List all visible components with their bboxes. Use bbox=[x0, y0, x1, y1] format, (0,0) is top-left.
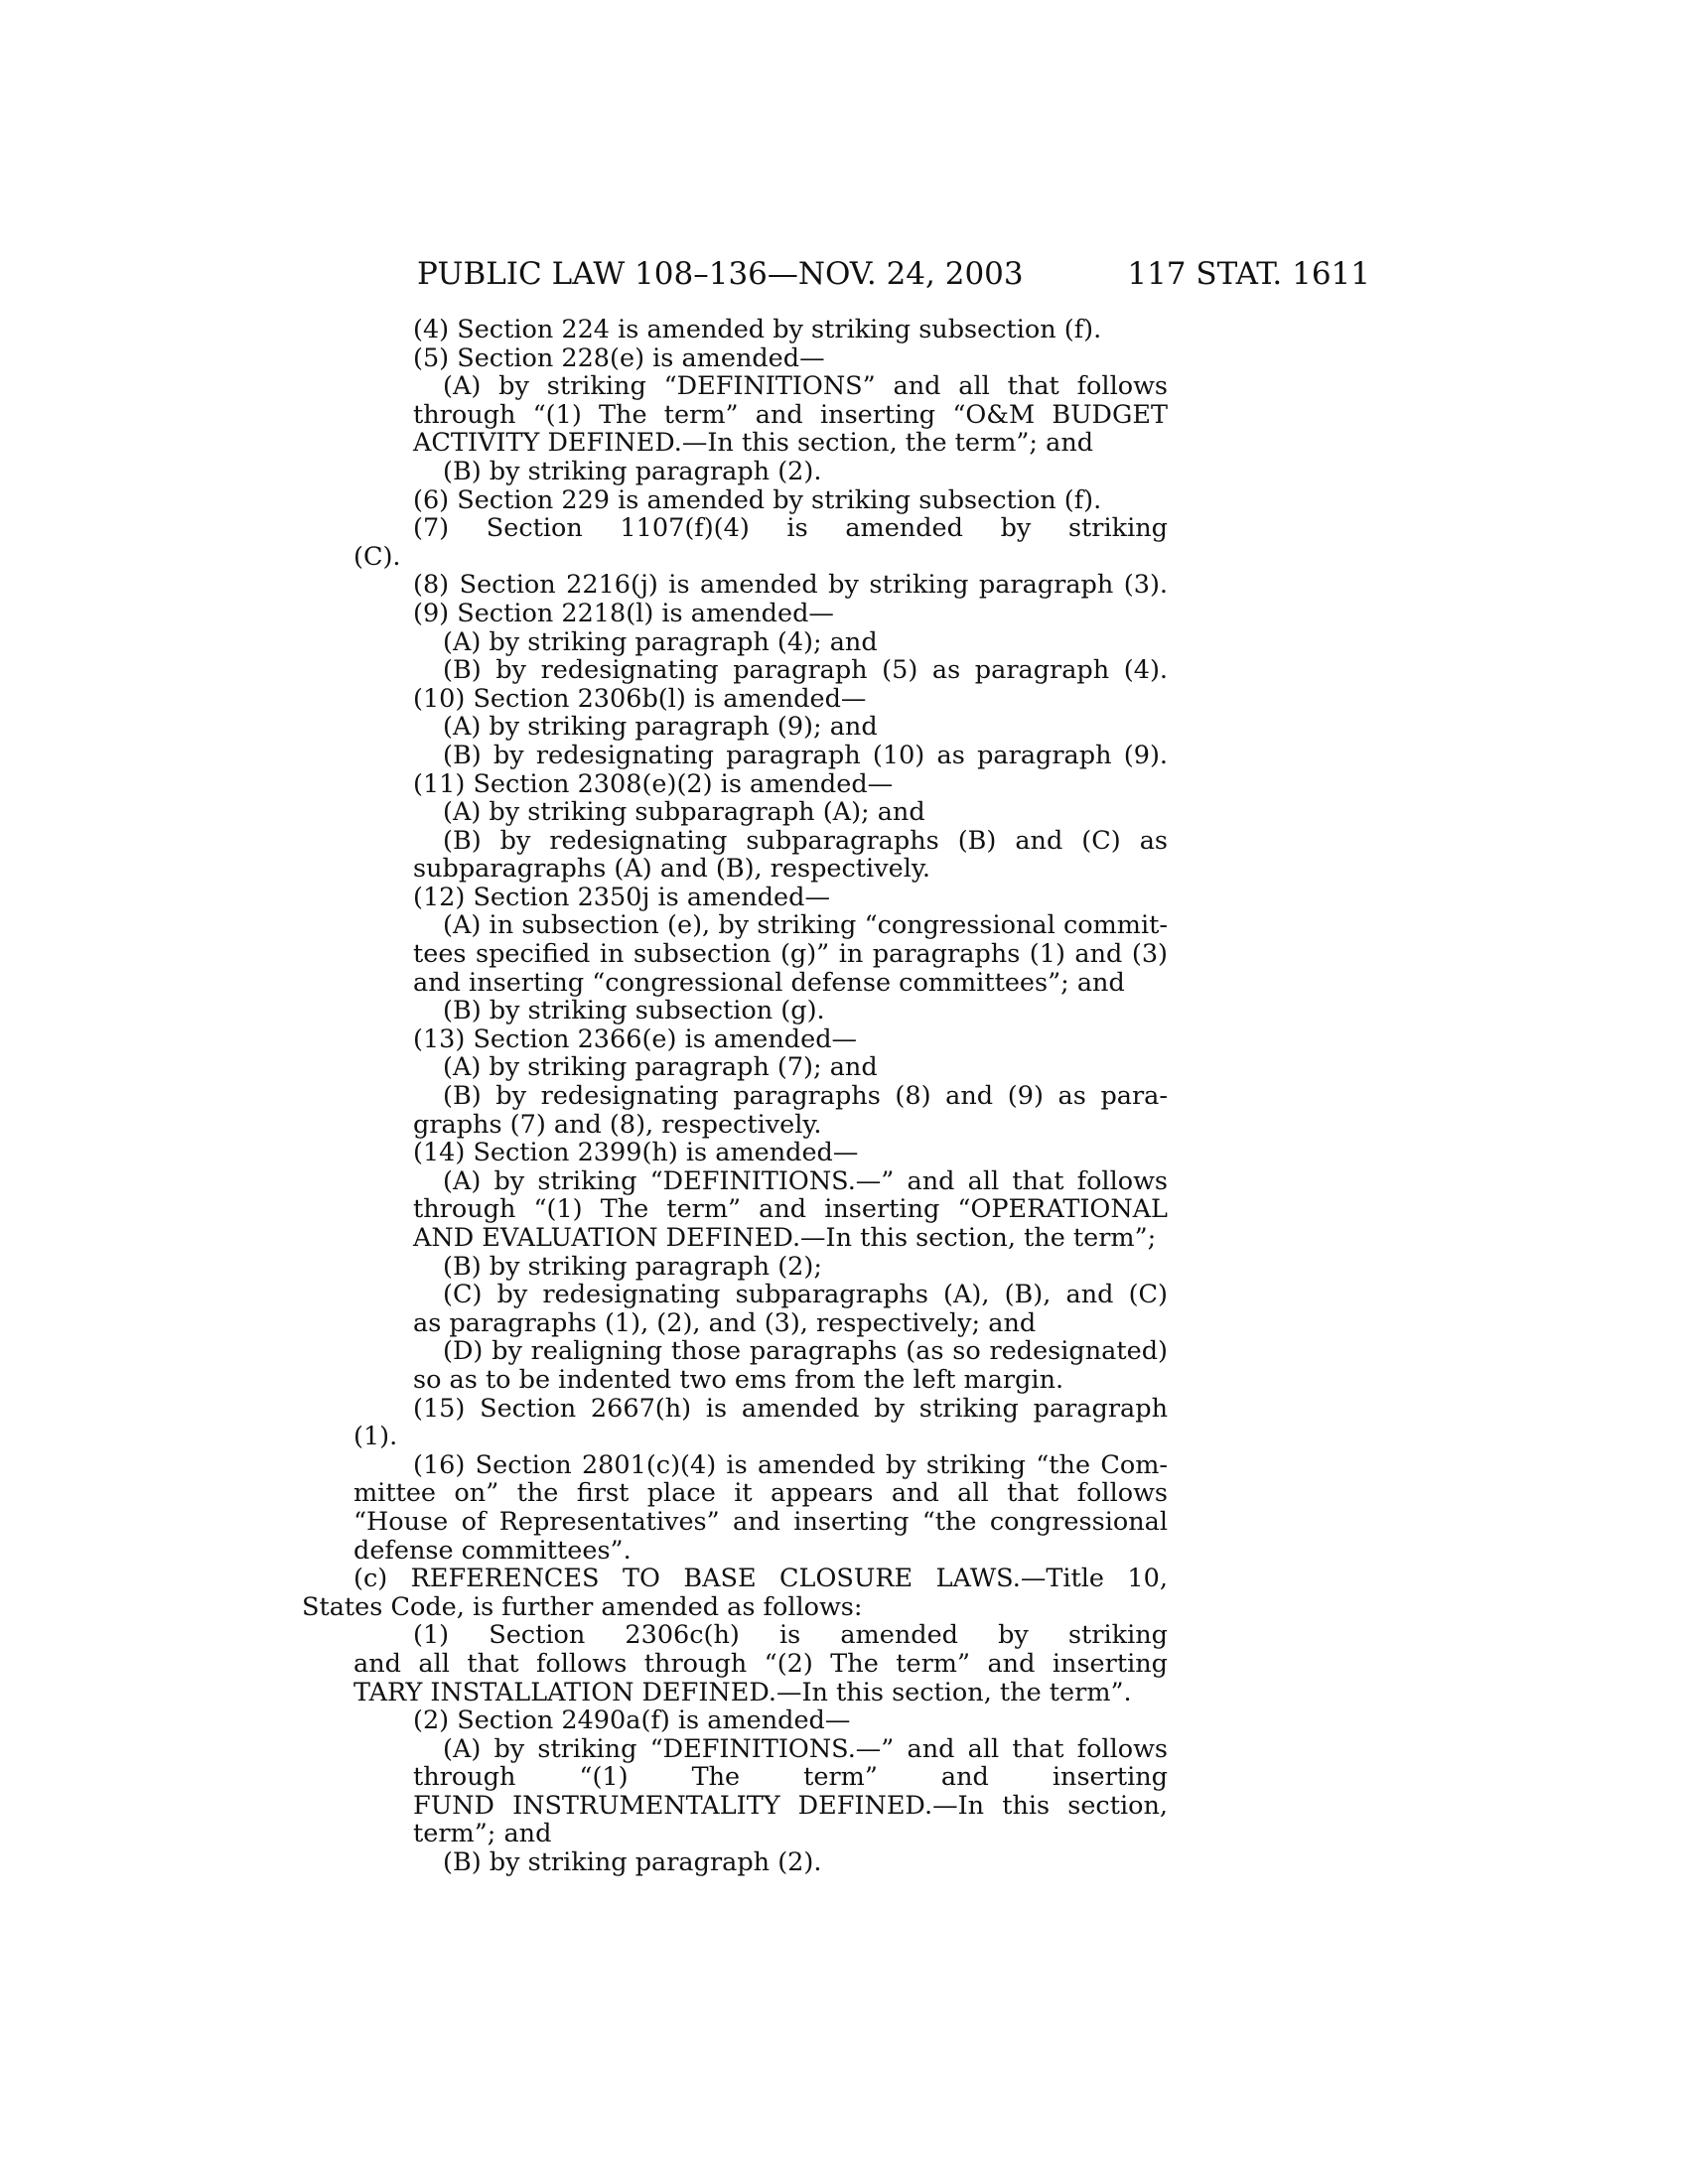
text-line: (5) Section 228(e) is amended— bbox=[413, 342, 825, 373]
text-line: (A) by striking paragraph (7); and bbox=[443, 1052, 878, 1083]
text-line: (B) by redesignating paragraph (10) as paragraph (9). bbox=[443, 741, 1168, 770]
text-line: “House of Representatives” and inserting “the congressional bbox=[353, 1507, 1168, 1537]
text-line: (7) Section 1107(f)(4) is amended by striking bbox=[413, 514, 1168, 543]
text-line: (A) by striking “DEFINITIONS.—” and all that follows bbox=[443, 1166, 1168, 1196]
running-head-title: PUBLIC LAW 108–136—NOV. 24, 2003 bbox=[417, 256, 1024, 292]
text-line: (A) by striking “DEFINITIONS.—” and all that follows bbox=[443, 1734, 1168, 1764]
text-line: (11) Section 2308(e)(2) is amended— bbox=[413, 768, 894, 799]
text-line: (B) by redesignating subparagraphs (B) and (C) as bbox=[443, 826, 1168, 856]
text-line: (1). bbox=[353, 1422, 398, 1452]
text-line: (6) Section 229 is amended by striking subsection (f). bbox=[413, 484, 1102, 515]
text-line: (c) REFERENCES TO BASE CLOSURE LAWS.—Title 10, bbox=[353, 1565, 1168, 1593]
text-line: (B) by striking paragraph (2); bbox=[443, 1251, 822, 1282]
text-line: (B) by redesignating paragraph (5) as paragraph (4). bbox=[443, 656, 1168, 685]
text-line: (16) Section 2801(c)(4) is amended by striking “the Com- bbox=[413, 1450, 1168, 1480]
text-line: (B) by striking paragraph (2). bbox=[443, 456, 822, 486]
text-line: (1) Section 2306c(h) is amended by striking bbox=[413, 1621, 1168, 1650]
text-line: (A) by striking paragraph (9); and bbox=[443, 712, 878, 743]
text-line: (D) by realigning those paragraphs (as so redesignated) bbox=[443, 1337, 1168, 1366]
text-line: (C) by redesignating subparagraphs (A), (B), and (C) bbox=[443, 1281, 1168, 1309]
text-line: (B) by striking paragraph (2). bbox=[443, 1847, 822, 1878]
text-line: term”; and bbox=[413, 1819, 552, 1849]
text-line: (B) by redesignating paragraphs (8) and (9) as para- bbox=[443, 1082, 1168, 1111]
text-line: (B) by striking subsection (g). bbox=[443, 996, 825, 1026]
text-line: as paragraphs (1), (2), and (3), respectively; and bbox=[413, 1307, 1037, 1338]
text-line: (15) Section 2667(h) is amended by striking paragraph bbox=[413, 1394, 1168, 1424]
text-line: (10) Section 2306b(l) is amended— bbox=[413, 683, 867, 714]
text-line: (8) Section 2216(j) is amended by striking paragraph (3). bbox=[413, 571, 1168, 600]
text-line: (12) Section 2350j is amended— bbox=[413, 882, 830, 912]
text-line: through “(1) The term” and inserting “OPERATIONAL bbox=[413, 1195, 1168, 1224]
text-line: (2) Section 2490a(f) is amended— bbox=[413, 1706, 851, 1736]
text-line: graphs (7) and (8), respectively. bbox=[413, 1109, 822, 1140]
text-line: (A) in subsection (e), by striking “congressional commit- bbox=[443, 911, 1168, 941]
page-header bbox=[417, 250, 1370, 298]
text-line: (A) by striking paragraph (4); and bbox=[443, 626, 878, 657]
text-line: (9) Section 2218(l) is amended— bbox=[413, 598, 834, 628]
text-line: and inserting “congressional defense committees”; and bbox=[413, 967, 1125, 998]
text-line: (14) Section 2399(h) is amended— bbox=[413, 1138, 859, 1168]
text-line: ACTIVITY DEFINED.—In this section, the term”; and bbox=[413, 428, 1094, 459]
text-line: (13) Section 2366(e) is amended— bbox=[413, 1024, 858, 1054]
text-line: FUND INSTRUMENTALITY DEFINED.—In this section, bbox=[413, 1791, 1168, 1821]
document-body bbox=[0, 316, 1688, 1877]
text-line: so as to be indented two ems from the left margin. bbox=[413, 1364, 1064, 1395]
text-line: (C). bbox=[353, 541, 401, 572]
text-line: mittee on” the first place it appears and all that follows bbox=[353, 1479, 1168, 1508]
text-line: AND EVALUATION DEFINED.—In this section, the term”; bbox=[413, 1223, 1157, 1253]
text-line: TARY INSTALLATION DEFINED.—In this section, the term”. bbox=[353, 1677, 1132, 1707]
text-line: subparagraphs (A) and (B), respectively. bbox=[413, 854, 930, 885]
text-line: (4) Section 224 is amended by striking subsection (f). bbox=[413, 315, 1102, 344]
text-line: defense committees”. bbox=[353, 1535, 632, 1566]
text-line: (A) by striking “DEFINITIONS” and all that follows bbox=[443, 372, 1168, 401]
text-line: and all that follows through “(2) The term” and inserting bbox=[353, 1649, 1168, 1679]
statute-page-number: 117 STAT. 1611 bbox=[1127, 256, 1370, 292]
text-line: through “(1) The term” and inserting “O&M BUDGET bbox=[413, 400, 1168, 430]
text-line: (A) by striking subparagraph (A); and bbox=[443, 797, 925, 828]
text-line: States Code, is further amended as follows: bbox=[302, 1591, 863, 1622]
text-line: tees specified in subsection (g)” in paragraphs (1) and (3) bbox=[413, 940, 1168, 969]
text-line: through “(1) The term” and inserting bbox=[413, 1763, 1168, 1792]
